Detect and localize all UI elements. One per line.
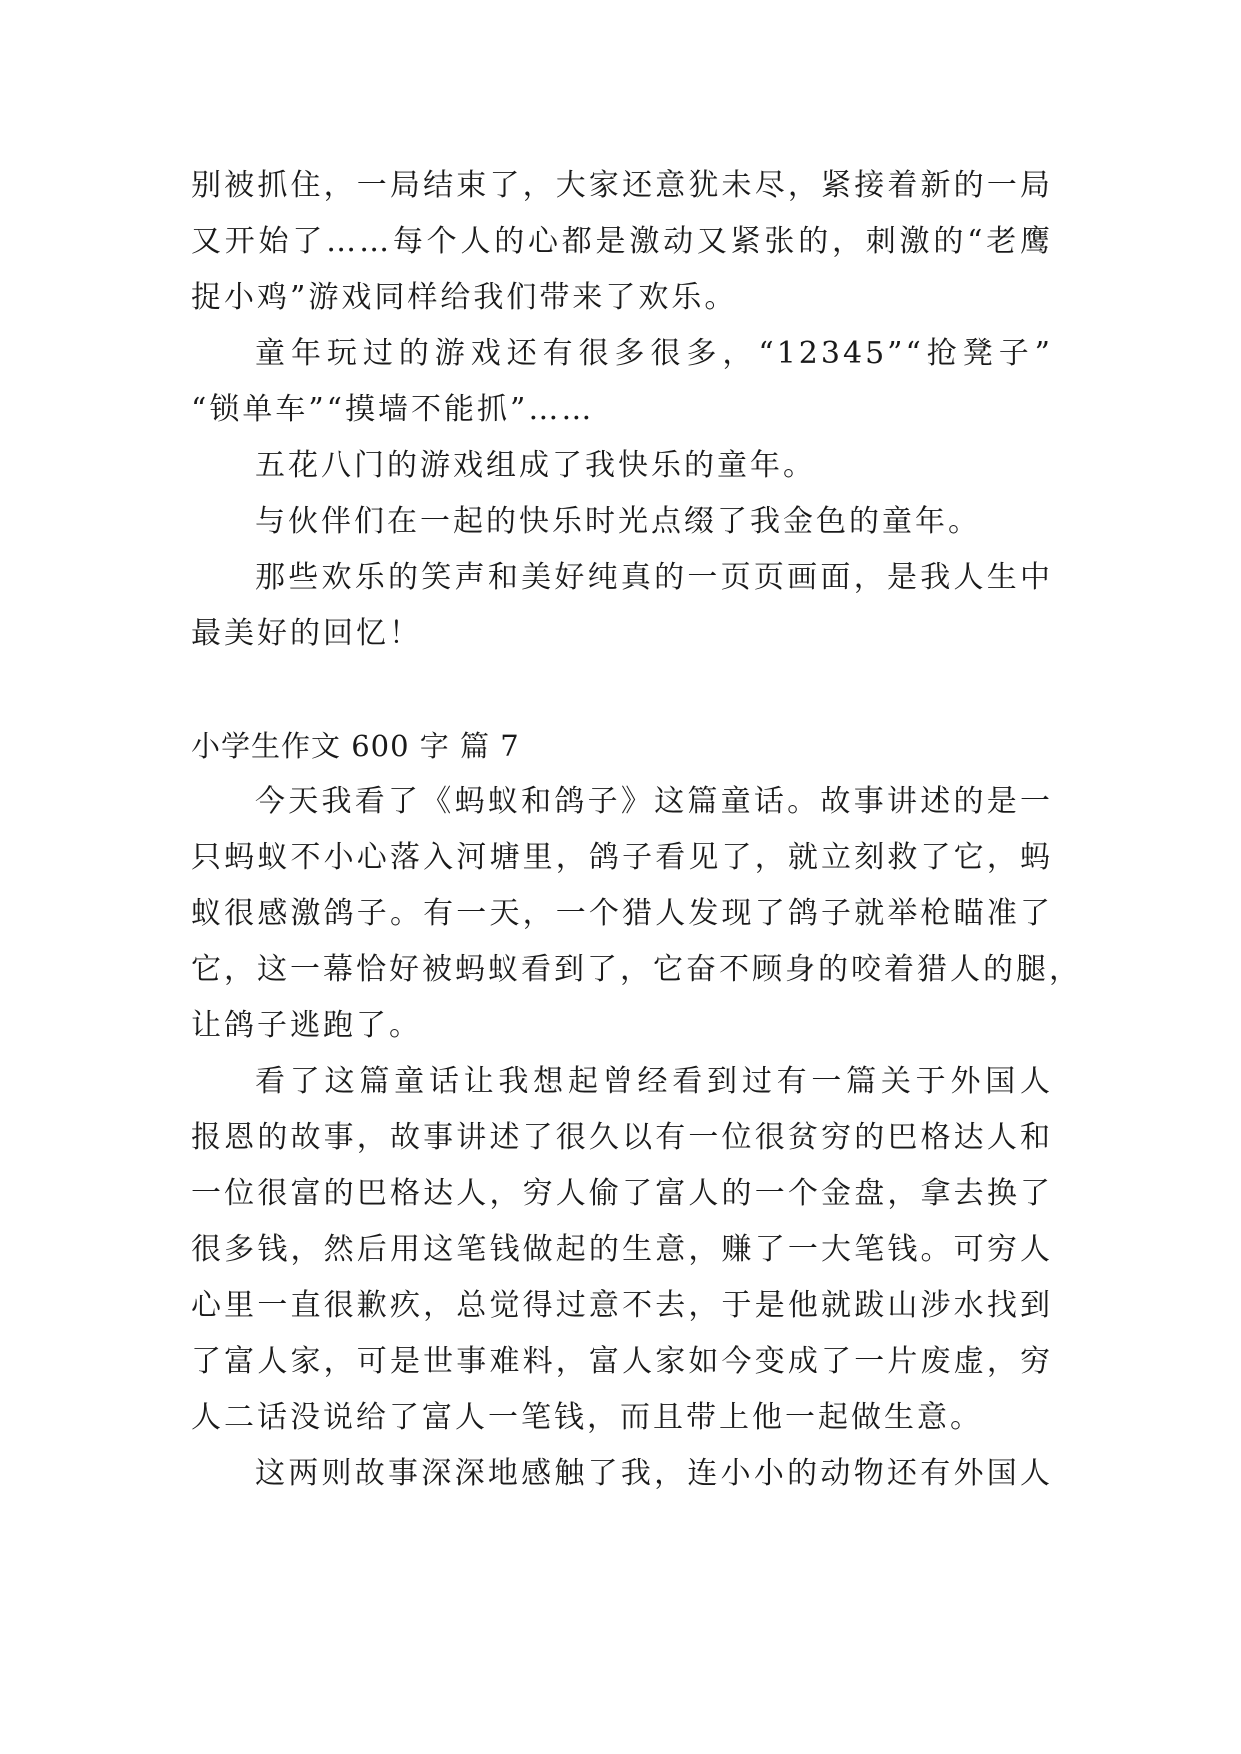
text-line: 了富人家，可是世事难料，富人家如今变成了一片废虚，穷 [191, 1344, 1053, 1379]
paragraph [191, 550, 1053, 662]
paragraph [191, 1054, 1053, 1446]
paragraph [191, 774, 1082, 1054]
text-line: 最美好的回忆！ [191, 616, 422, 651]
text-line: 只蚂蚁不小心落入河塘里，鸽子看见了，就立刻救了它，蚂 [191, 840, 1053, 875]
text-line: 一位很富的巴格达人，穷人偷了富人的一个金盘，拿去换了 [191, 1176, 1053, 1211]
text-line: 报恩的故事，故事讲述了很久以有一位很贫穷的巴格达人和 [191, 1120, 1053, 1155]
text-line: 看了这篇童话让我想起曾经看到过有一篇关于外国人 [255, 1064, 1053, 1099]
text-line: 蚁很感激鸽子。有一天，一个猎人发现了鸽子就举枪瞄准了 [191, 896, 1053, 931]
text-line: 这两则故事深深地感触了我，连小小的动物还有外国人 [255, 1456, 1053, 1491]
paragraph: 五花八门的游戏组成了我快乐的童年。 [255, 448, 816, 483]
text-line: 那些欢乐的笑声和美好纯真的一页页画面，是我人生中 [255, 560, 1053, 595]
paragraph [191, 158, 1053, 326]
text-line: “锁单车”“摸墙不能抓”…… [191, 392, 595, 427]
text-line: 人二话没说给了富人一笔钱，而且带上他一起做生意。 [191, 1400, 983, 1435]
text-line: 今天我看了《蚂蚁和鸽子》这篇童话。故事讲述的是一 [255, 784, 1053, 819]
text-line: 让鸽子逃跑了。 [191, 1008, 422, 1043]
document-page [191, 158, 1082, 1502]
text-line: 别被抓住，一局结束了，大家还意犹未尽，紧接着新的一局 [191, 168, 1053, 203]
text-line: 捉小鸡”游戏同样给我们带来了欢乐。 [191, 280, 738, 315]
text-line: 很多钱，然后用这笔钱做起的生意，赚了一大笔钱。可穷人 [191, 1232, 1053, 1267]
paragraph [191, 1446, 1053, 1502]
text-line: 它，这一幕恰好被蚂蚁看到了，它奋不顾身的咬着猎人的腿， [191, 952, 1082, 987]
paragraph [191, 326, 1053, 438]
text-line: 童年玩过的游戏还有很多很多，“12345”“抢凳子” [255, 336, 1053, 371]
article-heading: 小学生作文 600 字 篇 7 [191, 729, 520, 763]
section-spacer [191, 662, 1053, 718]
text-line: 又开始了……每个人的心都是激动又紧张的，刺激的“老鹰 [191, 224, 1053, 259]
text-line: 心里一直很歉疚，总觉得过意不去，于是他就跋山涉水找到 [191, 1288, 1053, 1323]
paragraph: 与伙伴们在一起的快乐时光点缀了我金色的童年。 [255, 504, 981, 539]
